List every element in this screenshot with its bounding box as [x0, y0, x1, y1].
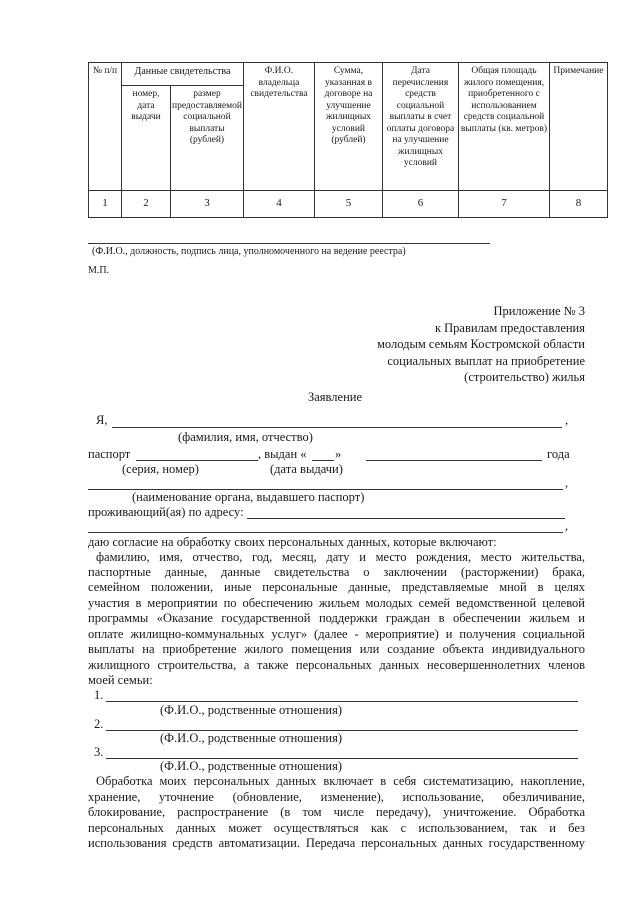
col-cert-group: Данные свидетельства	[122, 63, 244, 86]
table-cell: 5	[314, 191, 382, 218]
table-cell: 8	[549, 191, 607, 218]
family-member-number: 1.	[94, 688, 104, 702]
text-line: участия в мероприятии по обеспечению жильем молодых семей ведомственной целевой	[88, 596, 585, 610]
text-line: фамилию, имя, отчество, год, месяц, дату и место рождения, место жительства,	[96, 550, 585, 564]
table-cell: 6	[382, 191, 458, 218]
series-caption: (серия, номер)	[122, 462, 199, 476]
family-member-caption: (Ф.И.О., родственные отношения)	[160, 731, 343, 745]
text-line: Обработка моих персональных данных включает в себя систематизацию, накопление,	[96, 774, 585, 788]
fio-field[interactable]	[112, 427, 562, 428]
table-row-numbers	[89, 191, 608, 218]
table-cell: 2	[122, 191, 171, 218]
issue-day-field[interactable]	[312, 460, 334, 461]
table-cell: 4	[243, 191, 314, 218]
appendix-line: молодым семьям Костромской области	[376, 337, 585, 351]
year-label: года	[547, 447, 570, 461]
text-line: блокирование, распространение (в том числе передачу), уничтожение. Обработка	[88, 805, 585, 819]
date-caption: (дата выдачи)	[270, 462, 343, 476]
quote-close: »	[335, 447, 342, 461]
registry-table	[88, 62, 608, 218]
col-contract-sum: Сумма, указанная в договоре на улучшение жилищных условий (рублей)	[314, 63, 382, 191]
appendix-line: к Правилам предоставления	[434, 320, 585, 335]
appendix-line: Приложение № 3	[493, 304, 585, 318]
ya-label: Я,	[96, 413, 108, 427]
table-cell: 1	[89, 191, 122, 218]
table-cell: 7	[458, 191, 549, 218]
family-member-number: 2.	[94, 717, 104, 731]
fio-caption: (фамилия, имя, отчество)	[178, 430, 313, 444]
text-line: паспортные данные, данные свидетельства о заключении (расторжении) брака,	[88, 565, 585, 579]
text-line: моей семьи:	[88, 673, 153, 687]
appendix-line: социальных выплат на приобретение	[387, 353, 585, 368]
text-line: персональных данных может осуществляться как с использованием, так и без	[88, 821, 585, 835]
text-line: выплаты на приобретение жилого помещения или создание объекта индивидуального	[88, 642, 585, 656]
signature-caption: (Ф.И.О., должность, подпись лица, уполномоченного на ведение реестра)	[92, 246, 406, 257]
text-line: оплате жилищно-коммунальных услуг» (далее - мероприятие) и получения социальной	[88, 627, 585, 641]
text-line: использования средств автоматизации. Передача персональных данных государственному	[88, 836, 585, 850]
appendix-header	[377, 303, 585, 386]
family-member-caption: (Ф.И.О., родственные отношения)	[160, 703, 343, 717]
col-area: Общая площадь жилого помещения, приобретенного с использованием средств социальной выплаты (кв. метров)	[458, 63, 549, 191]
document-title: Заявление	[308, 390, 363, 404]
col-owner: Ф.И.О. владельца свидетельства	[243, 63, 314, 191]
col-note: Примечание	[549, 63, 607, 191]
issued-label: , выдан «	[258, 447, 307, 461]
passport-label: паспорт	[88, 447, 131, 461]
family-member-caption: (Ф.И.О., родственные отношения)	[160, 759, 343, 773]
col-cert-number: номер, дата выдачи	[122, 86, 171, 191]
comma: ,	[565, 413, 569, 427]
text-line: жилищного строительства, а также персональных данных несовершеннолетних членов	[88, 658, 585, 672]
col-transfer-date: Дата перечисления средств социальной выплаты в счет оплаты договора на улучшение жилищных условий	[382, 63, 458, 191]
comma: ,	[565, 476, 569, 490]
text-line: хранение, уточнение (обновление, изменение), использование, обезличивание,	[88, 790, 585, 804]
family-member-number: 3.	[94, 745, 104, 759]
address-label: проживающий(ая) по адресу:	[88, 505, 244, 519]
issue-date-field[interactable]	[366, 460, 542, 461]
passport-number-field[interactable]	[136, 460, 258, 461]
appendix-line: (строительство) жилья	[464, 370, 585, 384]
table-cell: 3	[171, 191, 244, 218]
family-member-field[interactable]	[106, 701, 578, 702]
text-line: семейном положении, иные персональные данные, представляемые мной в целях	[88, 580, 585, 594]
address-field-2[interactable]	[88, 532, 563, 533]
col-num: № п/п	[89, 63, 122, 191]
authority-caption: (наименование органа, выдавшего паспорт)	[132, 490, 365, 504]
text-line: программы «Оказание государственной поддержки граждан в обеспечении жильем и	[88, 611, 585, 625]
address-field[interactable]	[247, 518, 565, 519]
signature-line	[88, 243, 490, 244]
stamp-label: М.П.	[88, 265, 110, 276]
comma: ,	[565, 519, 569, 533]
consent-text: даю согласие на обработку своих персональных данных, которые включают:	[88, 535, 497, 549]
col-cert-amount: размер предоставляемой социальной выплаты (рублей)	[171, 86, 244, 191]
